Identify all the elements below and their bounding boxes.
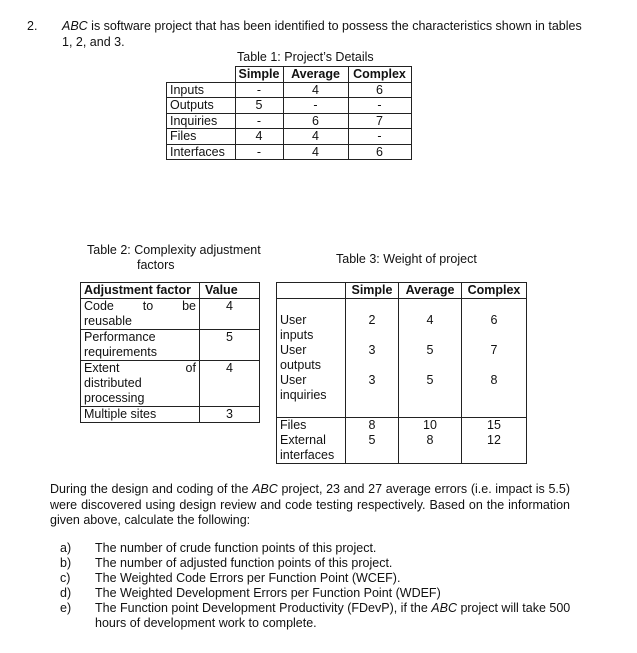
table-row (277, 343, 527, 373)
table-row (167, 129, 412, 145)
table1-header-cell (167, 67, 236, 83)
table3-cell: User outputs (277, 343, 346, 373)
table3-header-cell: Complex (462, 283, 527, 299)
item-text (95, 601, 580, 631)
item-label: b) (60, 556, 72, 570)
table3-cell: 10 (399, 418, 462, 434)
table3-cell: 5 (399, 373, 462, 418)
table3-cell: 3 (346, 343, 399, 373)
question-number: 2. (27, 19, 38, 33)
table2-factor-cell (81, 361, 200, 407)
table1-cell: - (235, 144, 283, 160)
table2-header-factor: Adjustment factor (81, 283, 200, 299)
table3-cell: External interfaces (277, 433, 346, 464)
item-text: The Weighted Code Errors per Function Point (WCEF). (95, 571, 401, 585)
table1-cell: Files (167, 129, 236, 145)
table2-caption-line1: Table 2: Complexity adjustment (87, 243, 261, 257)
factor-line: reusable (84, 314, 132, 328)
item-label: a) (60, 541, 72, 555)
factor-line: Code to be (84, 299, 196, 313)
table1-cell: - (348, 98, 411, 114)
table3-header-cell: Simple (346, 283, 399, 299)
table2-value-cell: 5 (199, 330, 259, 361)
project-name: ABC (62, 19, 88, 33)
table1-header-cell: Complex (348, 67, 411, 83)
table-row (167, 82, 412, 98)
sub-question-list (60, 541, 580, 631)
item-text-part: The Function point Development Productivity (FDevP), if the (95, 601, 432, 615)
table-row (277, 433, 527, 464)
table1-cell: 4 (235, 129, 283, 145)
table3-cell: 4 (399, 299, 462, 344)
table-row (167, 98, 412, 114)
intro-text: is software project that has been identified to possess the characteristics shown in tables 1, 2, and 3. (62, 19, 582, 49)
table2-caption-line2: factors (137, 258, 175, 272)
table3-cell: 2 (346, 299, 399, 344)
table3-cell: 6 (462, 299, 527, 344)
table1-cell: 5 (235, 98, 283, 114)
table-row (81, 407, 260, 423)
table1-cell: - (235, 113, 283, 129)
factor-line: requirements (84, 345, 157, 359)
table1-project-details (166, 66, 412, 160)
table3-cell: 3 (346, 373, 399, 418)
table1-cell: - (235, 82, 283, 98)
item-text: The number of crude function points of this project. (95, 541, 377, 555)
table2-value-cell: 4 (199, 299, 259, 330)
list-item (60, 571, 580, 586)
table1-cell: 4 (283, 144, 348, 160)
table2-complexity-factors (80, 282, 260, 423)
table-row (81, 330, 260, 361)
factor-line: distributed processing (84, 376, 145, 405)
table1-cell: - (283, 98, 348, 114)
table1-cell: 4 (283, 82, 348, 98)
table3-header-cell: Average (399, 283, 462, 299)
table3-cell: 7 (462, 343, 527, 373)
question-intro (62, 19, 582, 50)
table2-factor-cell: Multiple sites (81, 407, 200, 423)
list-item (60, 541, 580, 556)
item-label: d) (60, 586, 72, 600)
item-label: e) (60, 601, 72, 615)
list-item (60, 601, 580, 631)
table3-project-weights (276, 282, 527, 464)
table1-caption: Table 1: Project’s Details (237, 50, 374, 64)
table2-value-cell: 4 (199, 361, 259, 407)
table3-cell: 5 (346, 433, 399, 464)
item-text-part: project will take 500 hours of development work to complete. (95, 601, 571, 630)
paragraph-text: project, 23 and 27 average errors (i.e. impact is 5.5) were discovered using design review and code testing respectively. Based on the information given above, calculate the following: (50, 482, 570, 527)
table3-header-cell (277, 283, 346, 299)
list-item (60, 586, 580, 601)
table1-cell: Inquiries (167, 113, 236, 129)
paragraph-text: During the design and coding of the (50, 482, 253, 496)
factor-line: Performance (84, 330, 156, 344)
item-label: c) (60, 571, 71, 585)
item-text: The Weighted Development Errors per Function Point (WDEF) (95, 586, 441, 600)
table2-caption (87, 243, 261, 273)
table-row (167, 113, 412, 129)
project-name: ABC (431, 601, 457, 615)
table3-cell: User inputs (277, 299, 346, 344)
table3-cell: 8 (399, 433, 462, 464)
table1-header-cell: Simple (235, 67, 283, 83)
table-row (277, 418, 527, 434)
table-row (81, 299, 260, 330)
list-item (60, 556, 580, 571)
table1-header-row (167, 67, 412, 83)
table1-cell: Interfaces (167, 144, 236, 160)
table3-cell: 8 (346, 418, 399, 434)
table3-cell: Files (277, 418, 346, 434)
table2-factor-cell (81, 299, 200, 330)
table-row (277, 373, 527, 418)
table2-header-row (81, 283, 260, 299)
factor-line: Extent of (84, 361, 196, 375)
project-name: ABC (252, 482, 278, 496)
table3-header-row (277, 283, 527, 299)
item-text: The number of adjusted function points of this project. (95, 556, 393, 570)
table1-cell: 7 (348, 113, 411, 129)
table-row (167, 144, 412, 160)
table1-cell: Inputs (167, 82, 236, 98)
table3-cell: 12 (462, 433, 527, 464)
table1-cell: 4 (283, 129, 348, 145)
table2-header-value: Value (199, 283, 259, 299)
table-row (81, 361, 260, 407)
problem-paragraph (50, 482, 570, 529)
table2-factor-cell (81, 330, 200, 361)
table2-value-cell: 3 (199, 407, 259, 423)
table1-cell: 6 (348, 82, 411, 98)
table3-caption: Table 3: Weight of project (336, 252, 477, 266)
table1-cell: - (348, 129, 411, 145)
table1-cell: Outputs (167, 98, 236, 114)
table1-cell: 6 (283, 113, 348, 129)
table-row (277, 299, 527, 344)
table3-cell: User inquiries (277, 373, 346, 418)
table3-cell: 8 (462, 373, 527, 418)
table3-cell: 5 (399, 343, 462, 373)
table1-cell: 6 (348, 144, 411, 160)
table3-cell: 15 (462, 418, 527, 434)
table1-header-cell: Average (283, 67, 348, 83)
